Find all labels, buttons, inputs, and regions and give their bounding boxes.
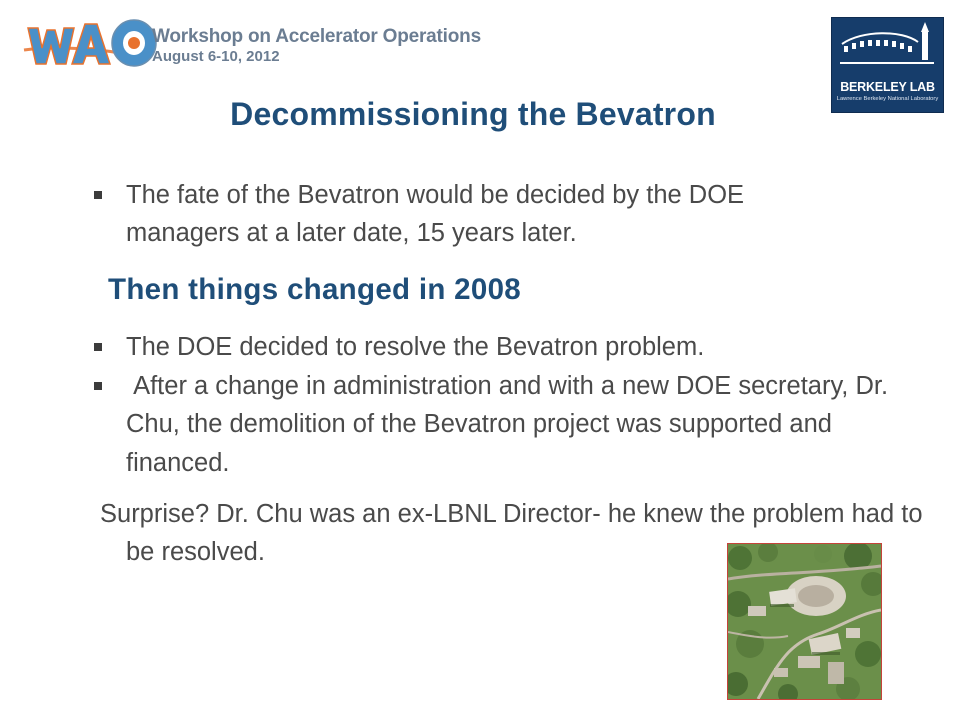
square-bullet-icon: [94, 191, 102, 199]
subheading: Then things changed in 2008: [108, 273, 521, 306]
bullet-text: The fate of the Bevatron would be decided by the DOE managers at a later date, 15 years later.: [126, 181, 745, 247]
bullet-text: After a change in administration and with a new DOE secretary, Dr. Chu, the demolition of the Bevatron project was supported and financed.: [126, 371, 896, 477]
campanile-icon: [832, 18, 943, 78]
conference-name: Workshop on Accelerator Operations: [152, 26, 481, 47]
wao-logo-graphic: [22, 6, 160, 76]
bullet-item: [90, 367, 900, 483]
bullet-item: [90, 176, 850, 252]
conference-title: [152, 26, 481, 66]
bullet-text: The DOE decided to resolve the Bevatron problem.: [126, 333, 705, 361]
closing-paragraph: Surprise? Dr. Chu was an ex-LBNL Director- he knew the problem had to be resolved.: [100, 500, 923, 566]
berkeley-lab-subtitle: Lawrence Berkeley National Laboratory: [836, 96, 939, 102]
bullet-list-2: [90, 328, 900, 482]
slide-title: Decommissioning the Bevatron: [230, 96, 716, 132]
square-bullet-icon: [94, 382, 102, 390]
square-bullet-icon: [94, 343, 102, 351]
bullet-list-1: [90, 176, 850, 252]
conference-dates: August 6-10, 2012: [152, 48, 280, 65]
aerial-photo: [727, 543, 882, 700]
aerial-photo-graphic: [728, 544, 881, 699]
bullet-item: [90, 328, 900, 367]
berkeley-lab-name: BERKELEY LAB: [840, 80, 935, 94]
wao-logo: [22, 6, 160, 76]
